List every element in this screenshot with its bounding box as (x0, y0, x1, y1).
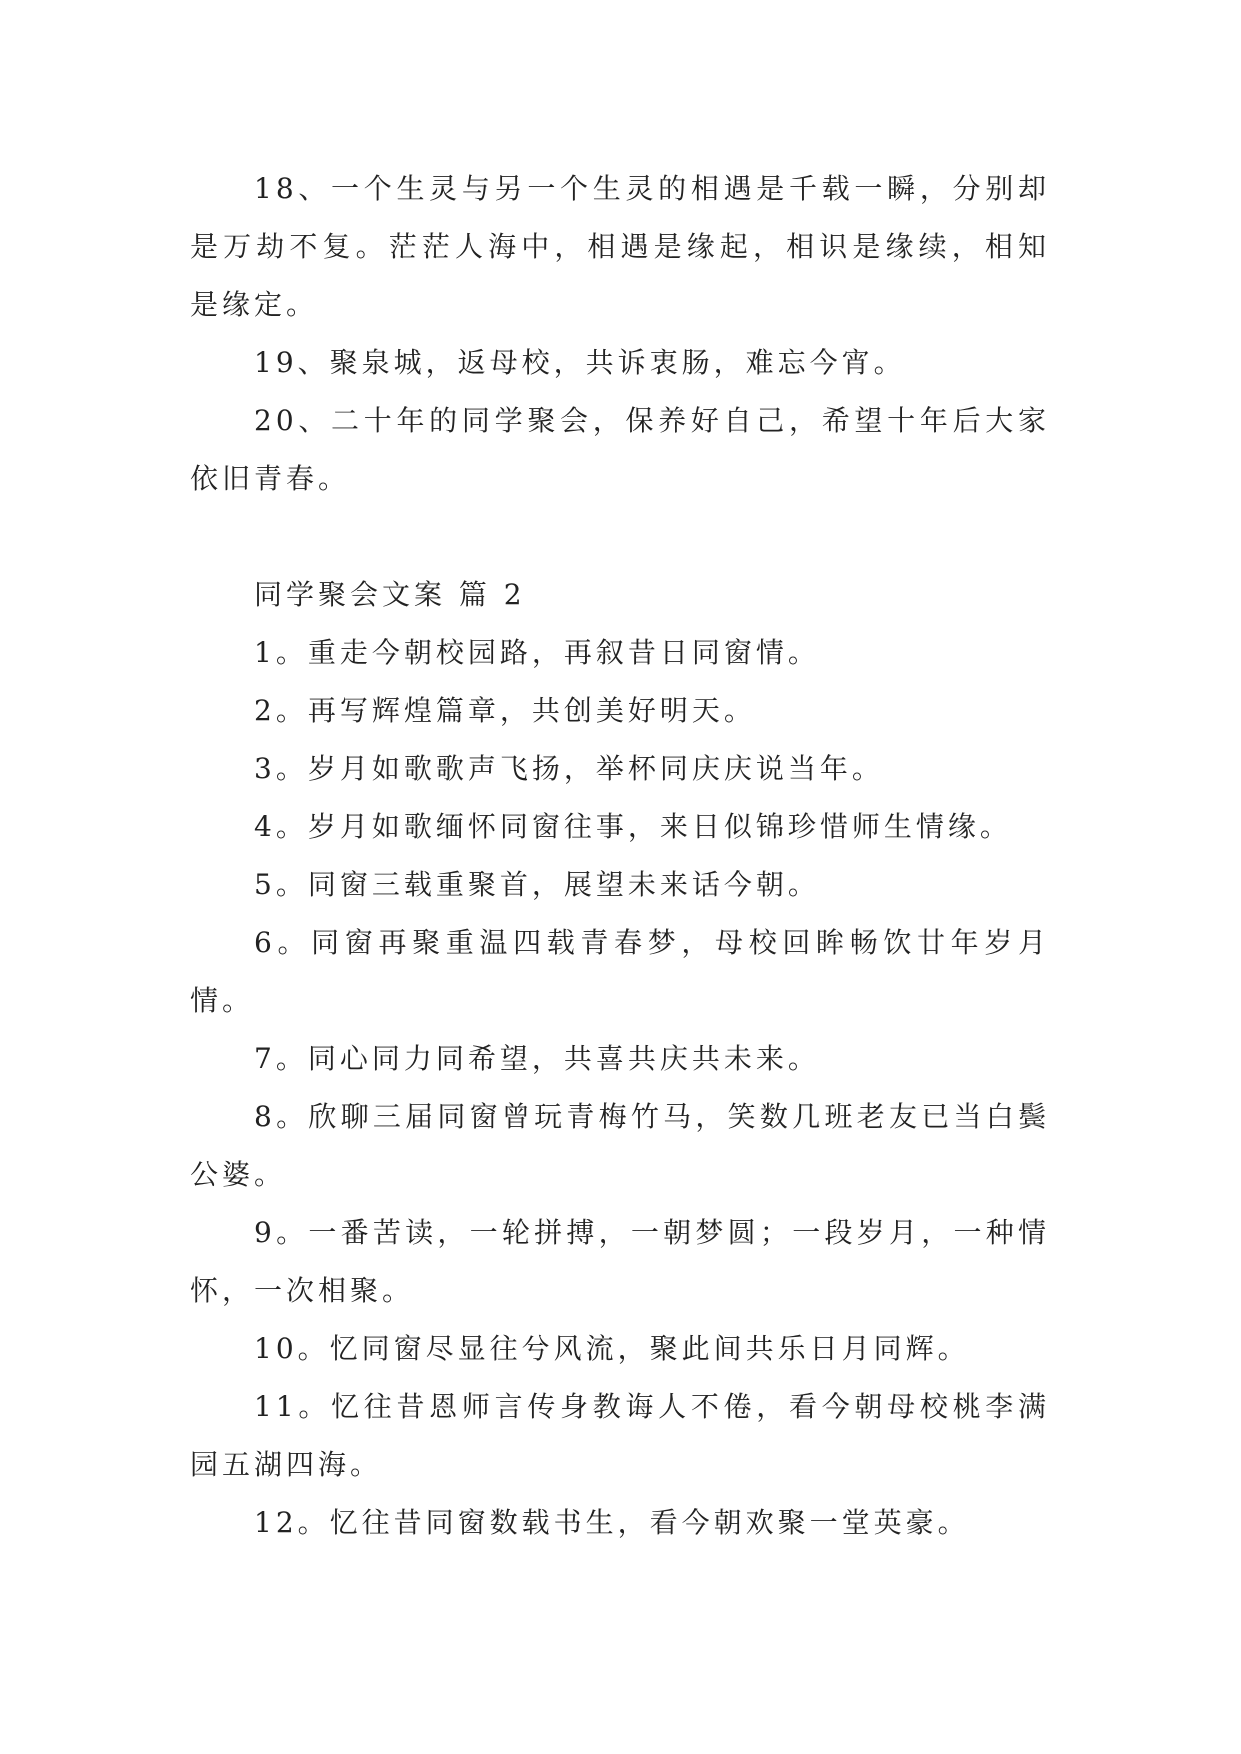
section-heading: 同学聚会文案 篇 2 (254, 578, 526, 611)
paragraph-8: 8。欣聊三届同窗曾玩青梅竹马，笑数几班老友已当白鬓公婆。 (190, 1100, 1050, 1191)
paragraph-11: 11。忆往昔恩师言传身教诲人不倦，看今朝母校桃李满园五湖四海。 (190, 1390, 1050, 1481)
paragraph-18: 18、一个生灵与另一个生灵的相遇是千载一瞬，分别却是万劫不复。茫茫人海中，相遇是缘起，相识是缘续，相知是缘定。 (190, 172, 1050, 321)
paragraph-9: 9。一番苦读，一轮拼搏，一朝梦圆；一段岁月，一种情怀，一次相聚。 (190, 1216, 1050, 1307)
paragraph-5: 5。同窗三载重聚首，展望未来话今朝。 (254, 868, 820, 901)
paragraph-12: 12。忆往昔同窗数载书生，看今朝欢聚一堂英豪。 (254, 1506, 970, 1539)
paragraph-10: 10。忆同窗尽显往兮风流，聚此间共乐日月同辉。 (254, 1332, 970, 1365)
document-body (190, 160, 1050, 1552)
paragraph-20: 20、二十年的同学聚会，保养好自己，希望十年后大家依旧青春。 (190, 404, 1050, 495)
paragraph-19: 19、聚泉城，返母校，共诉衷肠，难忘今宵。 (254, 346, 906, 379)
paragraph-2: 2。再写辉煌篇章，共创美好明天。 (254, 694, 756, 727)
paragraph-1: 1。重走今朝校园路，再叙昔日同窗情。 (254, 636, 820, 669)
paragraph-3: 3。岁月如歌歌声飞扬，举杯同庆庆说当年。 (254, 752, 884, 785)
paragraph-7: 7。同心同力同希望，共喜共庆共未来。 (254, 1042, 820, 1075)
paragraph-4: 4。岁月如歌缅怀同窗往事，来日似锦珍惜师生情缘。 (254, 810, 1012, 843)
paragraph-6: 6。同窗再聚重温四载青春梦，母校回眸畅饮廿年岁月情。 (190, 926, 1050, 1017)
